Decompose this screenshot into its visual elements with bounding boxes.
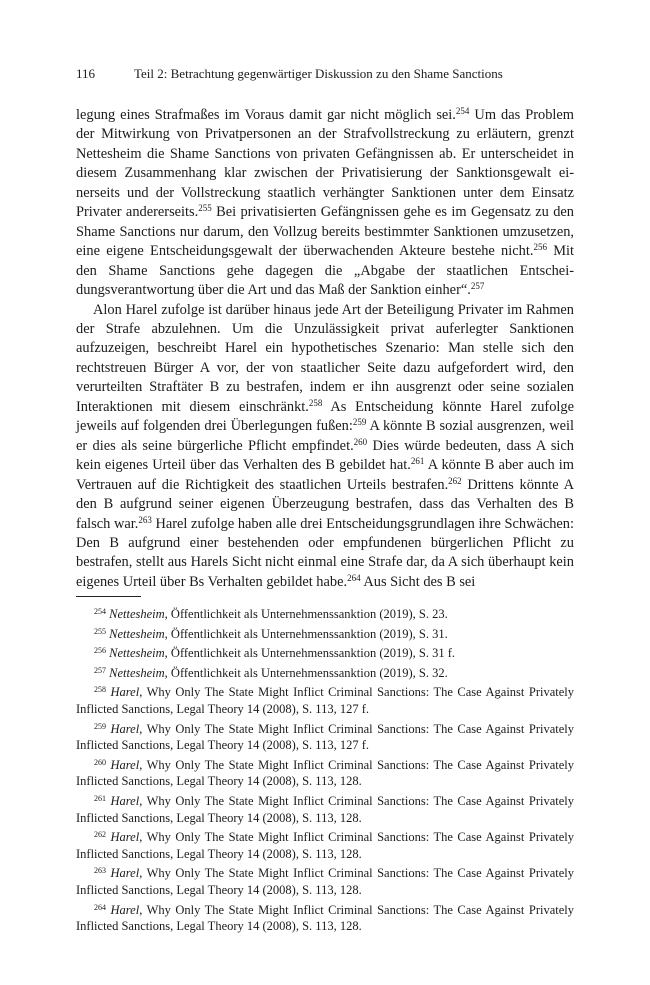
page-number: 116 [76,66,96,81]
footnote-text: , Öffentlichkeit als Unternehmenssanktion (2019), S. 23. [164,607,448,621]
footnote-ref: 254 [455,106,470,116]
footnote-ref: 263 [138,514,152,525]
footnote-author: Harel [110,793,140,808]
footnote-number: 261 [94,793,106,803]
footnote-ref: 256 [533,242,547,253]
footnote-number: 254 [94,607,106,616]
footnote-text: , Öffentlichkeit als Unternehmenssanktion (2019), S. 32. [164,665,448,680]
footnote-separator [76,596,141,597]
footnote-text: , Why Only The State Might Inflict Criminal Sanctions: The Case Against Privately Inflicted Sanctions, Legal Theory 14 (2008), S. 113, 128. [76,866,574,897]
footnote-item [76,606,574,623]
text-run: Um das Problem der Mitwirkung von Privatpersonen an der Strafvollstreckung zu erläutern, grenzt Nettesheim die Shame Sanctions von privaten Gefängnissen ab. Er unterscheidet in diesem Zusammenhang klar zwischen der Privatisierung der Sanktionsgewalt einerseits und der Vollstreckung staatlich verhängter Sanktionen unter dem Einsatz Privater andererseits. [76,107,574,221]
text-run: As Entscheidung könnte Harel zufolge jeweils auf folgenden drei Überlegungen fußen: [76,398,574,435]
footnote-ref: 260 [353,436,368,447]
footnote-ref: 264 [347,572,361,583]
footnote-ref: 257 [470,281,485,292]
running-title: Teil 2: Betrachtung gegenwärtiger Diskussion zu den Shame Sanctions [134,66,503,81]
footnote-author: Harel [110,757,140,772]
footnote-ref: 258 [308,397,323,408]
footnote-number: 260 [94,757,106,767]
footnote-text: , Why Only The State Might Inflict Criminal Sanctions: The Case Against Privately Inflicted Sanctions, Legal Theory 14 (2008), S. 113, 128. [76,830,574,861]
footnote-author: Nettesheim [109,607,165,621]
footnote-number: 264 [94,902,106,912]
text-run: A könnte B aber auch im Vertrauen auf die Richtigkeit des staatlichen Urteils bestrafen. [76,457,574,493]
footnote-number: 256 [94,646,106,656]
footnote-item [76,865,574,898]
footnote-item [76,645,574,662]
footnote-number: 255 [94,626,106,636]
text-run: legung eines Strafmaßes im Voraus damit gar nicht möglich sei. [76,107,456,123]
footnote-ref: 255 [198,203,212,214]
footnote-item [76,684,574,717]
footnote-author: Harel [110,866,140,881]
footnote-item [76,626,574,643]
footnote-item [76,757,574,790]
footnote-author: Nettesheim [109,626,165,641]
paragraph-2 [76,301,574,593]
footnote-text: , Why Only The State Might Inflict Criminal Sanctions: The Case Against Privately Inflicted Sanctions, Legal Theory 14 (2008), S. 113, 128. [76,793,574,825]
text-run: Drittens könnte A den B aufgrund seiner eigenen Überzeugung bestrafen, dass das Verhalten des B falsch war. [76,476,574,532]
footnote-item [76,829,574,862]
footnote-text: , Öffentlichkeit als Unternehmenssanktion (2019), S. 31 f. [164,646,456,661]
text-run: Alon Harel zufolge ist darüber hinaus jede Art der Beteiligung Privater im Rahmen der Strafe abzulehnen. Um die Unzulässigkeit privat auferlegter Sanktionen aufzuzeigen, beschreibt Harel ein hypothetisches Szenario: Man stelle sich den rechtstreuen Bürger A vor, der von staatlicher Seite dazu aufgefordert wird, den verurteilten Straftäter B zu bestrafen, indem er ihn ausgrenzt oder seine sozialen Interaktionen mit diesem einschränkt. [76,301,574,415]
footnote-item [76,793,574,826]
footnote-number: 258 [94,685,106,695]
footnote-author: Harel [110,902,140,917]
footnote-text: , Öffentlichkeit als Unternehmenssanktion (2019), S. 31. [164,626,448,641]
footnote-number: 257 [94,665,106,675]
footnote-ref: 261 [410,456,425,467]
footnote-ref: 262 [448,475,462,486]
footnote-number: 259 [94,721,106,731]
footnote-text: , Why Only The State Might Inflict Criminal Sanctions: The Case Against Privately Inflicted Sanctions, Legal Theory 14 (2008), S. 113, 127 f. [76,685,574,716]
footnote-ref: 259 [352,417,367,428]
footnote-author: Harel [110,830,140,845]
footnote-text: , Why Only The State Might Inflict Criminal Sanctions: The Case Against Privately Inflicted Sanctions, Legal Theory 14 (2008), S. 113, 128. [76,757,574,789]
footnote-author: Nettesheim [109,646,165,661]
footnote-item [76,665,574,682]
footnote-number: 262 [94,830,106,840]
footnote-number: 263 [94,866,106,876]
footnote-author: Harel [110,685,140,700]
footnotes [76,606,574,938]
text-run: Dies würde bedeuten, dass A sich kein eigenes Urteil über das Verhalten des B gebildet hat. [76,437,574,474]
footnote-author: Harel [110,721,140,736]
footnote-author: Nettesheim [109,665,165,680]
body-text [76,106,574,592]
text-run: A könnte B sozial ausgrenzen, weil er dies als seine bürgerliche Pflicht empfindet. [76,418,574,454]
footnote-item [76,721,574,754]
paragraph-1 [76,106,574,301]
footnote-text: , Why Only The State Might Inflict Criminal Sanctions: The Case Against Privately Inflicted Sanctions, Legal Theory 14 (2008), S. 113, 127 f. [76,721,574,753]
text-run: Aus Sicht des B sei [360,573,476,590]
text-run: Mit den Shame Sanctions gehe dagegen die „Abgabe der staatlichen Entscheidungsverantwortung über die Art und das Maß der Sanktion einher“. [76,243,574,299]
text-run: Bei privatisierten Gefängnissen gehe es im Gegensatz zu den Shame Sanctions nur darum, den Vollzug bereits bestimmter Sanktionen umzusetzen, eine eigene Entscheidungsgewalt der überwachenden Akteure bestehe nicht. [76,204,574,260]
running-header [76,66,574,82]
footnote-item [76,902,574,935]
footnote-text: , Why Only The State Might Inflict Criminal Sanctions: The Case Against Privately Inflicted Sanctions, Legal Theory 14 (2008), S. 113, 128. [76,902,574,934]
text-run: Harel zufolge haben alle drei Entscheidungsgrundlagen ihre Schwächen: Den B aufgrund einer bestehenden oder empfundenen bürgerlichen Pflicht zu bestrafen, stellt aus Harels Sicht nicht einmal eine Strafe dar, da A sich überhaupt kein eigenes Urteil über Bs Verhalten gebildet habe. [76,515,574,590]
